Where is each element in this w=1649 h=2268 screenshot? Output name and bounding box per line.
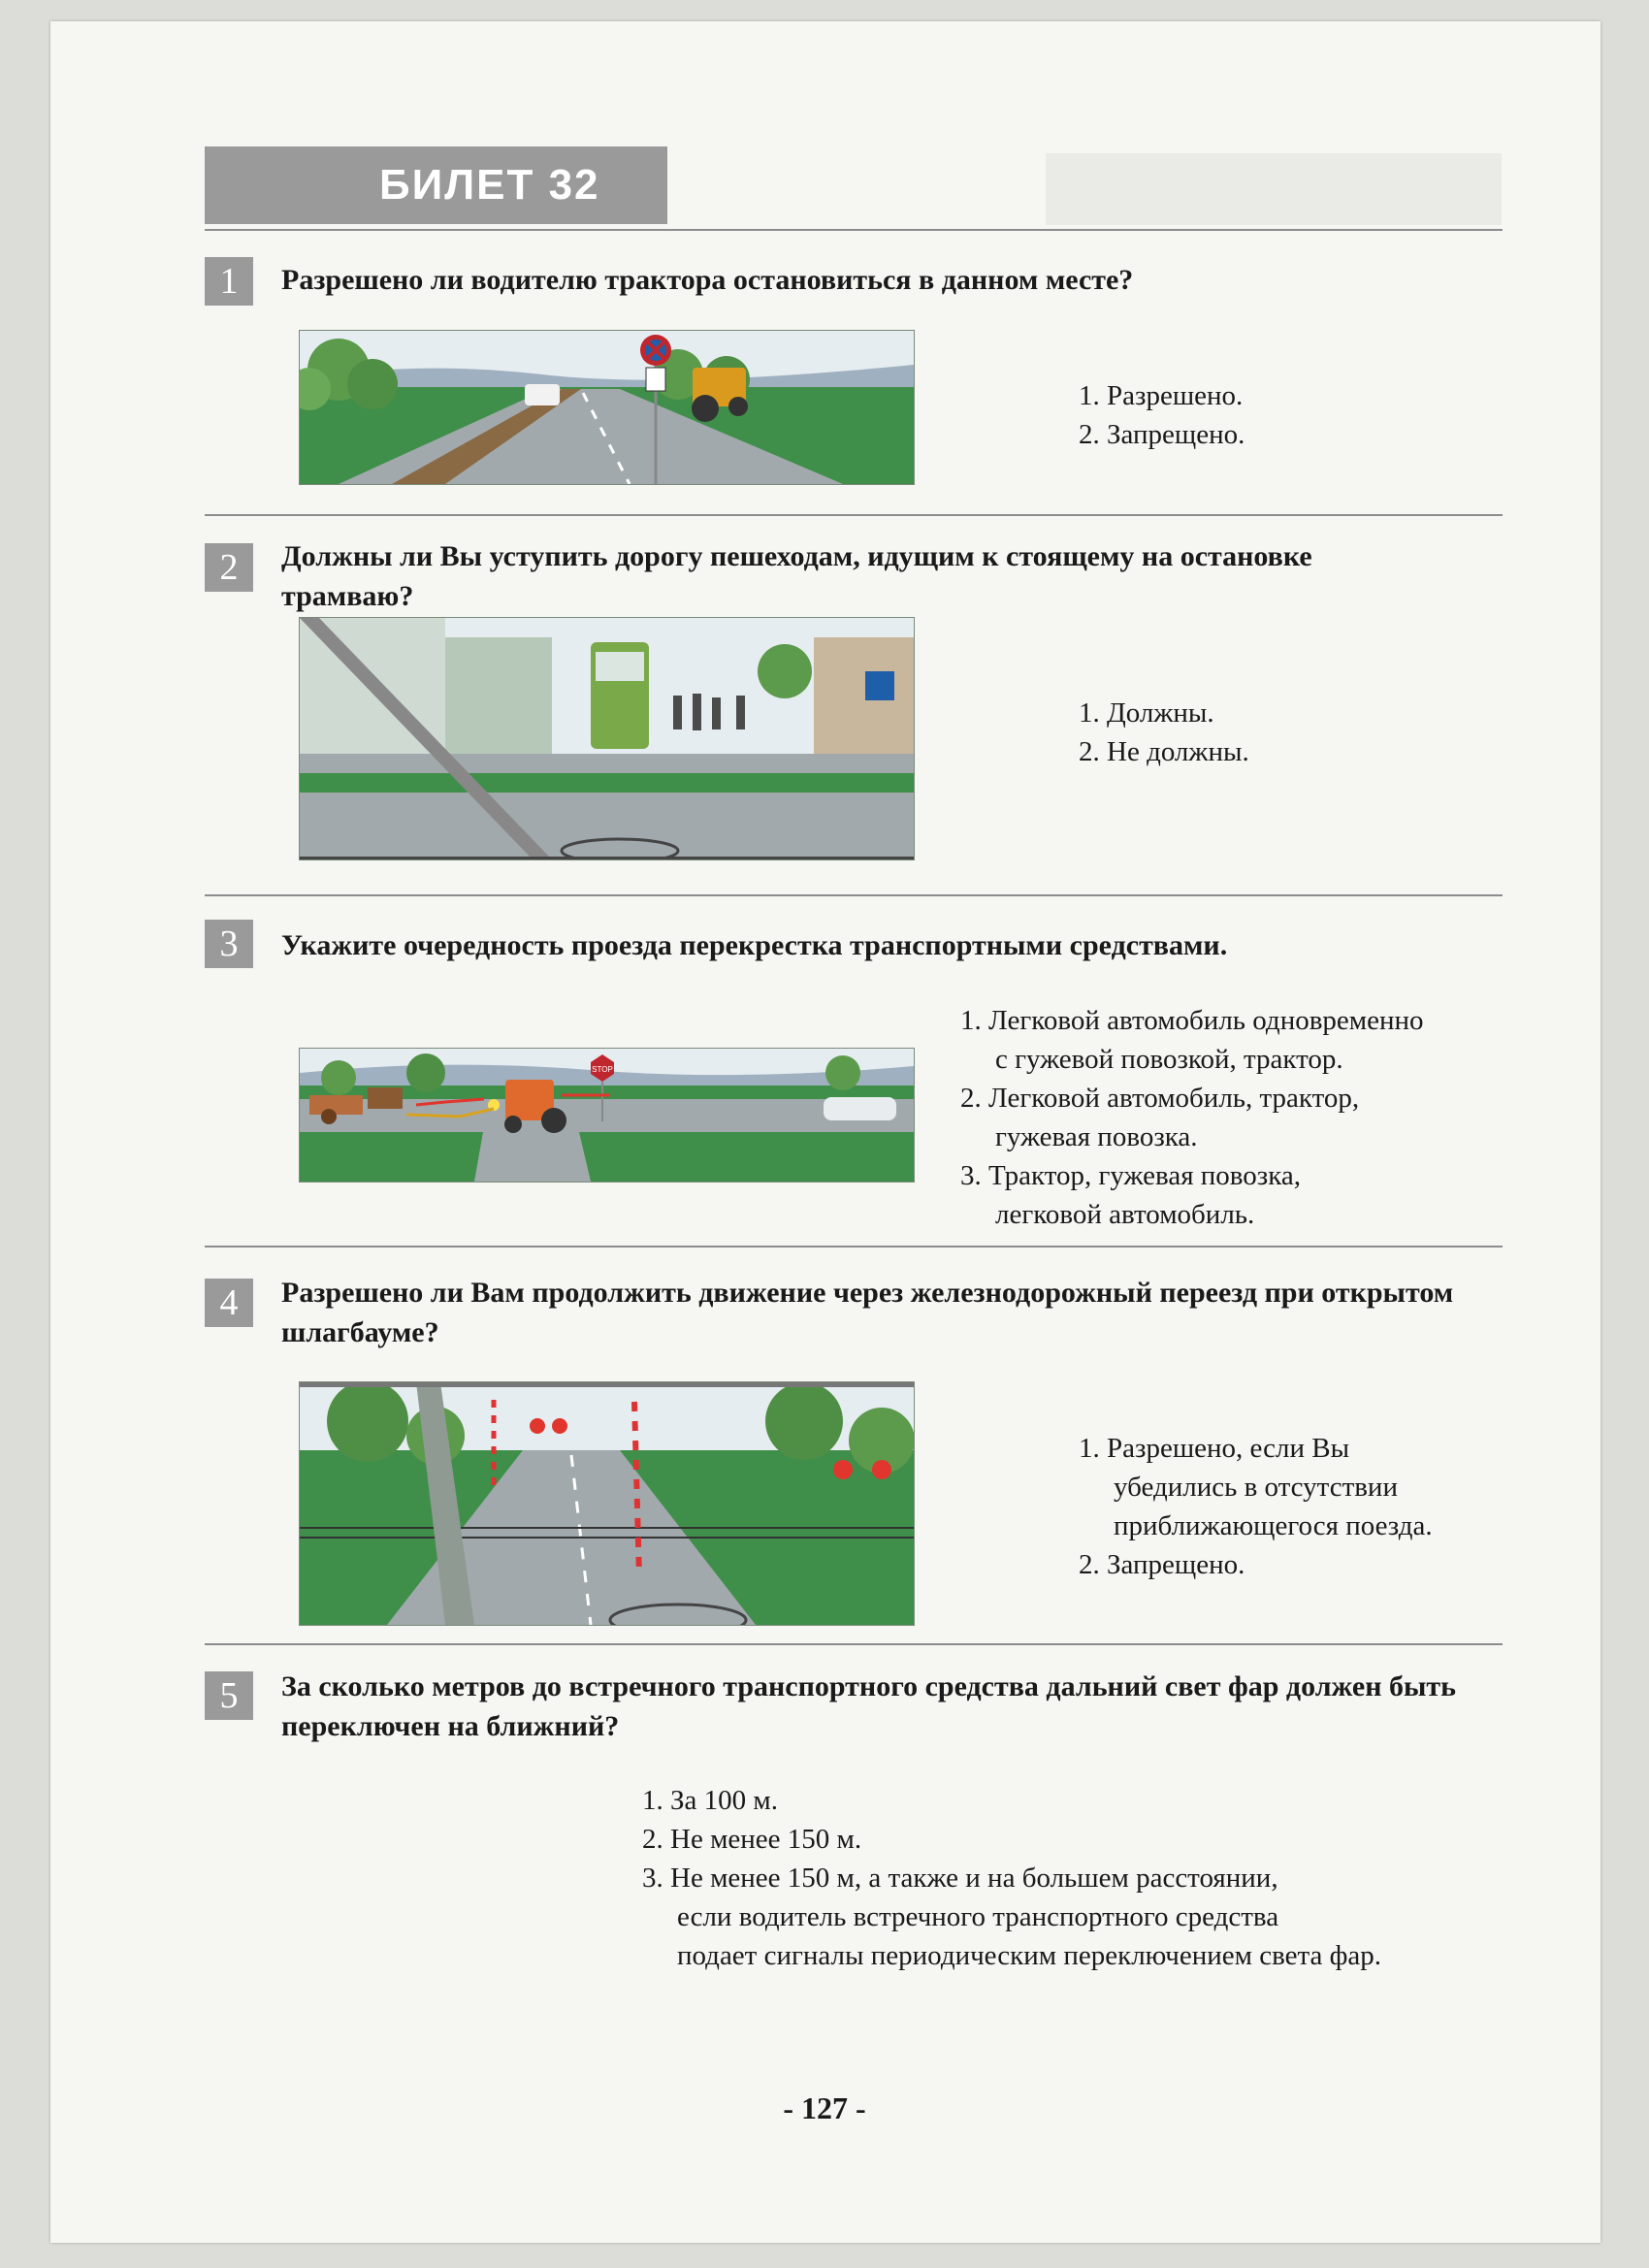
- question-2-answers: [1079, 694, 1249, 771]
- question-text-1: Разрешено ли водителю трактора остановиться в данном месте?: [281, 264, 1134, 296]
- question-number-2: 2: [205, 543, 253, 592]
- answer-5-3-line3: подает сигналы периодическим переключением света фар.: [677, 1940, 1382, 1971]
- stop-sign-text: STOP: [592, 1065, 613, 1074]
- answer-5-2: 2. Не менее 150 м.: [642, 1824, 862, 1855]
- question-2-illustration: [299, 617, 915, 860]
- divider-3: [205, 1246, 1503, 1247]
- question-number-5: 5: [205, 1671, 253, 1720]
- question-text-4: Разрешено ли Вам продолжить движение через железнодорожный переезд при открытом шлагбауме?: [281, 1277, 1454, 1348]
- divider-4: [205, 1643, 1503, 1645]
- header-divider: [205, 229, 1503, 231]
- answer-2-1: 1. Должны.: [1079, 697, 1214, 729]
- answer-4-1-line2: убедились в отсутствии: [1114, 1472, 1398, 1503]
- answer-4-2: 2. Запрещено.: [1079, 1549, 1245, 1580]
- answer-2-2: 2. Не должны.: [1079, 736, 1249, 767]
- question-4-answers: [1079, 1429, 1433, 1584]
- answer-3-1-line2: с гужевой повозкой, трактор.: [995, 1044, 1343, 1075]
- question-number-4: 4: [205, 1279, 253, 1327]
- answer-3-1-line1: 1. Легковой автомобиль одновременно: [960, 1005, 1424, 1036]
- page-number: - 127 -: [783, 2090, 866, 2125]
- answer-5-1: 1. За 100 м.: [642, 1785, 779, 1816]
- question-4-illustration: [299, 1381, 915, 1626]
- question-5-answers: [642, 1781, 1381, 1975]
- question-number-3: 3: [205, 920, 253, 968]
- answer-3-3-line1: 3. Трактор, гужевая повозка,: [960, 1160, 1302, 1191]
- answer-1-1: 1. Разрешено.: [1079, 380, 1244, 411]
- answer-4-1-line3: приближающегося поезда.: [1114, 1510, 1433, 1541]
- question-text-3: Укажите очередность проезда перекрестка транспортными средствами.: [281, 929, 1228, 961]
- question-text-2: Должны ли Вы уступить дорогу пешеходам, идущим к стоящему на остановке трамваю?: [281, 540, 1312, 612]
- answer-4-1-line1: 1. Разрешено, если Вы: [1079, 1433, 1350, 1464]
- question-number-1: 1: [205, 257, 253, 306]
- answer-3-2-line2: гужевая повозка.: [995, 1121, 1198, 1152]
- question-text-5: За сколько метров до встречного транспортного средства дальний свет фар должен быть переключен на ближний?: [281, 1670, 1457, 1742]
- ticket-title: БИЛЕТ 32: [205, 146, 667, 224]
- divider-2: [205, 894, 1503, 896]
- question-3-answers: [960, 1001, 1424, 1234]
- bleed-through-header: [1046, 153, 1502, 225]
- question-1-answers: [1079, 376, 1245, 454]
- answer-3-2-line1: 2. Легковой автомобиль, трактор,: [960, 1083, 1360, 1114]
- answer-3-3-line2: легковой автомобиль.: [995, 1199, 1255, 1230]
- question-3-illustration: [299, 1048, 915, 1183]
- question-1-illustration: [299, 330, 915, 485]
- answer-5-3-line1: 3. Не менее 150 м, а также и на большем расстоянии,: [642, 1863, 1278, 1894]
- answer-5-3-line2: если водитель встречного транспортного средства: [677, 1901, 1279, 1932]
- divider-1: [205, 514, 1503, 516]
- answer-1-2: 2. Запрещено.: [1079, 419, 1245, 450]
